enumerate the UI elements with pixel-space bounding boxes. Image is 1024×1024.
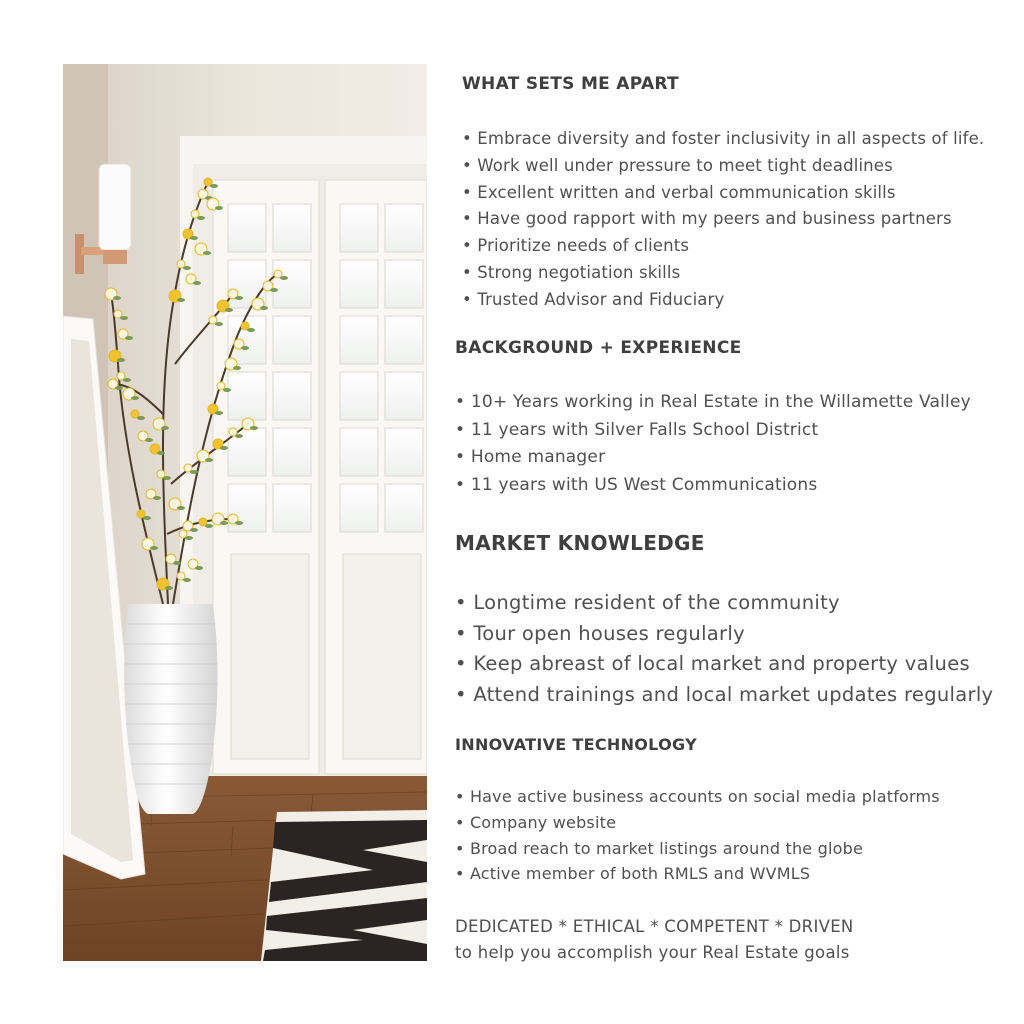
- list-item: • Attend trainings and local market updates regularly: [455, 680, 993, 711]
- list-item: • Broad reach to market listings around the globe: [455, 836, 940, 862]
- list-item: • Tour open houses regularly: [455, 619, 993, 650]
- list-item: • 11 years with Silver Falls School District: [455, 417, 971, 445]
- list-item: • Excellent written and verbal communication skills: [462, 180, 984, 207]
- closing-statement: [455, 914, 854, 966]
- list-what-sets-me-apart: [462, 126, 984, 314]
- list-item: • Keep abreast of local market and property values: [455, 649, 993, 680]
- list-item: • Have good rapport with my peers and business partners: [462, 206, 984, 233]
- list-item: • Work well under pressure to meet tight deadlines: [462, 153, 984, 180]
- list-item: • Have active business accounts on social media platforms: [455, 784, 940, 810]
- list-item: • 11 years with US West Communications: [455, 472, 971, 500]
- heading-what-sets-me-apart: WHAT SETS ME APART: [462, 74, 679, 94]
- heading-market-knowledge: MARKET KNOWLEDGE: [455, 531, 705, 555]
- closing-values-line: DEDICATED * ETHICAL * COMPETENT * DRIVEN: [455, 917, 854, 936]
- list-item: • Active member of both RMLS and WVMLS: [455, 861, 940, 887]
- list-innovative-technology: [455, 784, 940, 887]
- list-item: • Embrace diversity and foster inclusivity in all aspects of life.: [462, 126, 984, 153]
- list-item: • Home manager: [455, 444, 971, 472]
- list-item: • Longtime resident of the community: [455, 588, 993, 619]
- list-item: • Prioritize needs of clients: [462, 233, 984, 260]
- list-background-experience: [455, 389, 971, 499]
- heading-innovative-technology: INNOVATIVE TECHNOLOGY: [455, 735, 697, 754]
- list-market-knowledge: [455, 588, 993, 711]
- list-item: • 10+ Years working in Real Estate in the Willamette Valley: [455, 389, 971, 417]
- list-item: • Trusted Advisor and Fiduciary: [462, 287, 984, 314]
- heading-background-experience: BACKGROUND + EXPERIENCE: [455, 338, 742, 358]
- list-item: • Company website: [455, 810, 940, 836]
- closing-goal-line: to help you accomplish your Real Estate goals: [455, 943, 850, 962]
- list-item: • Strong negotiation skills: [462, 260, 984, 287]
